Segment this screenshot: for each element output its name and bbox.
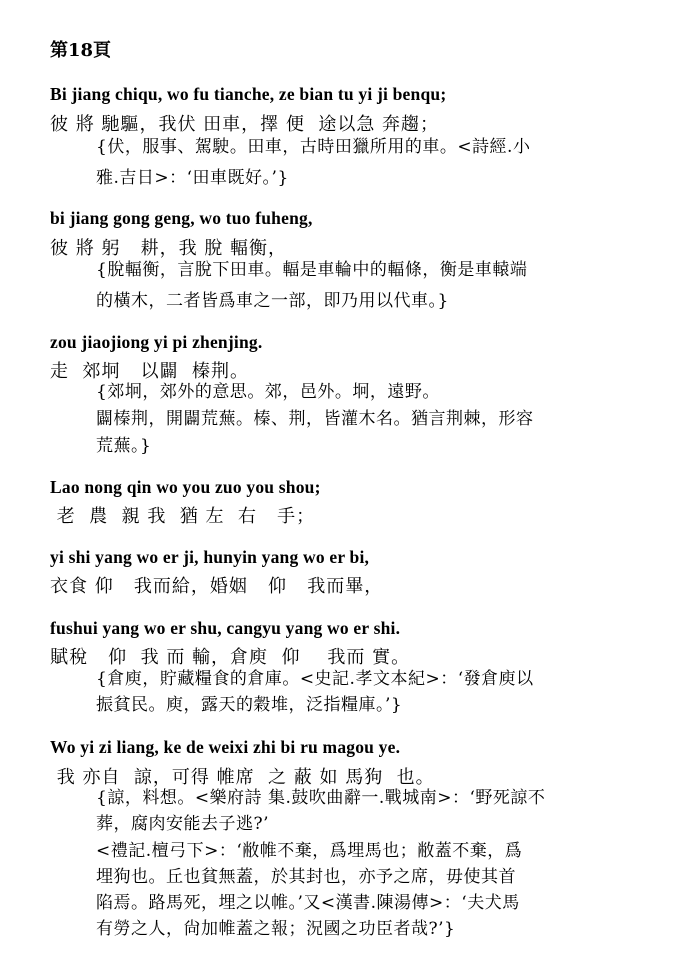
annotation-line: 陷焉。路馬死，埋之以帷。’又<漢書.陳湯傳>：‘夫犬馬 [96, 893, 520, 913]
annotation-line: 葬，腐肉安能去子逃?’ [96, 814, 270, 834]
annotation-line: <禮記.檀弓下>：‘敝帷不棄，爲埋馬也；敝蓋不棄，爲 [96, 841, 523, 861]
annotation-line: {諒，料想。<樂府詩 集.鼓吹曲辭一.戰城南>：‘野死諒不 [96, 788, 546, 808]
annotation-line: 埋狗也。丘也貧無蓋，於其封也，亦予之席，毋使其首 [96, 867, 516, 887]
annotation-line: 有勞之人，尙加帷蓋之報；況國之功臣者哉?’} [96, 919, 456, 939]
annotation-line: {伏，服事、駕駛。田車，古時田獵所用的車。<詩經.小 [96, 137, 531, 157]
hanzi-line: 老 農 親 我 猶 左 右 手； [50, 506, 316, 527]
annotation-line: {脫輻衡，言脫下田車。輻是車輪中的輻條，衡是車轅端 [96, 260, 528, 280]
hanzi-line: 彼 將 馳驅，我伏 田車，擇 便 途以急 奔趨； [50, 114, 440, 135]
annotation-line: 振貧民。庾，露天的穀堆，泛指糧庫。’} [96, 695, 403, 715]
pinyin-line: yi shi yang wo er ji, hunyin yang wo er bi, [50, 547, 370, 567]
annotation-line: 闢榛荆，開闢荒蕪。榛、荆，皆灌木名。猶言荆棘，形容 [96, 409, 534, 429]
annotation-line: {倉庾，貯藏糧食的倉庫。<史記.孝文本紀>：‘發倉庾以 [96, 669, 534, 689]
pinyin-line: fushui yang wo er shu, cangyu yang wo er shi. [50, 618, 401, 638]
pinyin-line: Bi jiang chiqu, wo fu tianche, ze bian tu yi ji benqu; [50, 84, 447, 104]
hanzi-line: 衣食 仰 我而給，婚姻 仰 我而畢， [50, 576, 384, 597]
hanzi-line: 彼 將 躬 耕，我 脫 輻衡， [50, 238, 288, 259]
page-header: 第18頁 [50, 40, 112, 61]
hanzi-line: 賦稅 仰 我 而 輸，倉庾 仰 我而 實。 [50, 647, 411, 668]
hanzi-line: 我 亦自 諒，可得 帷席 之 蔽 如 馬狗 也。 [50, 767, 435, 788]
annotation-line: 的橫木，二者皆爲車之一部，即乃用以代車。} [96, 291, 449, 311]
pinyin-line: Lao nong qin wo you zuo you shou; [50, 477, 321, 497]
pinyin-line: bi jiang gong geng, wo tuo fuheng, [50, 208, 313, 228]
annotation-line: 雅.吉日>：‘田車既好。’} [96, 168, 289, 188]
annotation-line: {郊坰，郊外的意思。郊，邑外。坰，遠野。 [96, 382, 440, 402]
pinyin-line: zou jiaojiong yi pi zhenjing. [50, 332, 263, 352]
hanzi-line: 走 郊坰 以闢 榛荆。 [50, 361, 250, 382]
annotation-line: 荒蕪。} [96, 436, 152, 456]
pinyin-line: Wo yi zi liang, ke de weixi zhi bi ru magou ye. [50, 737, 401, 757]
